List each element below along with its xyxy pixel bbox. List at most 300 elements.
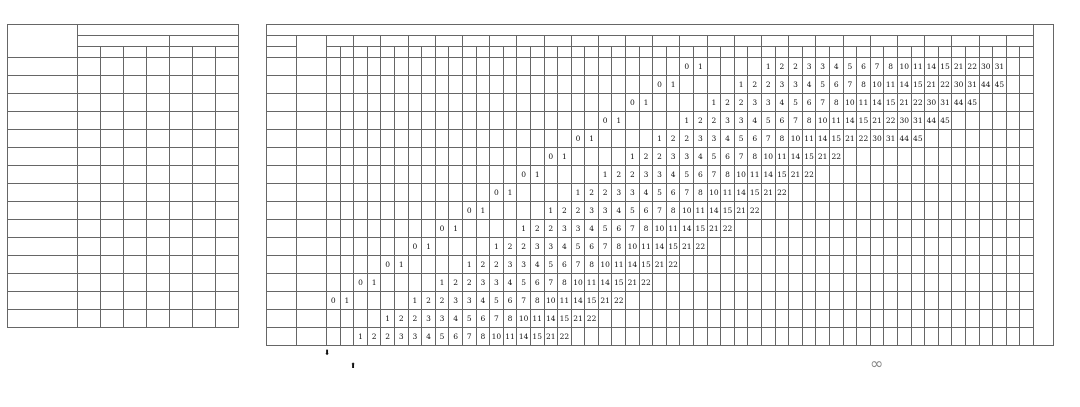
re-header — [340, 47, 354, 58]
code-cell — [78, 310, 101, 328]
ac-cell — [435, 76, 449, 94]
re-cell — [857, 292, 871, 310]
ac-cell — [571, 94, 585, 112]
re-cell: 4 — [721, 130, 735, 148]
code-cell — [193, 184, 216, 202]
ac-cell: 7 — [707, 166, 721, 184]
re-cell — [394, 274, 408, 292]
re-header — [938, 47, 952, 58]
ac-cell — [789, 202, 803, 220]
ac-cell: 10 — [762, 148, 776, 166]
ac-cell: 1 — [653, 130, 667, 148]
code-cell — [216, 94, 239, 112]
re-cell — [367, 130, 381, 148]
aql-header — [435, 36, 462, 47]
aql-header — [598, 36, 625, 47]
ac-cell — [1006, 256, 1020, 274]
ac-cell — [544, 94, 558, 112]
re-cell — [829, 220, 843, 238]
re-cell: 2 — [503, 238, 517, 256]
code-cell — [193, 310, 216, 328]
ac-cell: 14 — [653, 238, 667, 256]
re-cell — [965, 184, 979, 202]
code-cell — [101, 112, 124, 130]
ac-cell: 21 — [897, 94, 911, 112]
ac-cell — [680, 274, 694, 292]
ac-cell: 10 — [571, 274, 585, 292]
notes — [310, 346, 360, 398]
ac-cell — [381, 202, 395, 220]
re-cell — [340, 76, 354, 94]
re-cell — [503, 166, 517, 184]
ac-cell — [952, 220, 966, 238]
re-cell — [476, 238, 490, 256]
ac-cell — [734, 256, 748, 274]
ac-cell: 21 — [952, 58, 966, 76]
re-cell: 6 — [694, 166, 708, 184]
re-cell: 15 — [721, 202, 735, 220]
ac-cell — [462, 112, 476, 130]
re-cell — [1020, 274, 1034, 292]
ac-cell — [490, 58, 504, 76]
code-cell — [193, 112, 216, 130]
code-cell — [216, 274, 239, 292]
code-cell — [124, 256, 147, 274]
re-cell — [748, 328, 762, 346]
re-cell: 8 — [612, 238, 626, 256]
ac-cell — [897, 148, 911, 166]
sample-code-cell — [267, 292, 297, 310]
re-cell — [476, 130, 490, 148]
ac-cell — [626, 292, 640, 310]
re-cell: 6 — [612, 220, 626, 238]
ac-cell — [653, 310, 667, 328]
aql-header — [381, 36, 408, 47]
ac-cell — [435, 94, 449, 112]
ac-cell — [843, 292, 857, 310]
ac-cell — [653, 58, 667, 76]
ac-cell — [897, 310, 911, 328]
ac-cell — [490, 202, 504, 220]
re-cell — [993, 310, 1007, 328]
re-cell — [993, 112, 1007, 130]
re-cell — [449, 148, 463, 166]
re-cell — [1020, 184, 1034, 202]
ac-cell — [354, 310, 368, 328]
ac-cell: 7 — [517, 292, 531, 310]
ac-cell — [979, 202, 993, 220]
re-cell: 8 — [558, 274, 572, 292]
re-header — [639, 47, 653, 58]
ac-cell — [1006, 130, 1020, 148]
ac-cell: 44 — [952, 94, 966, 112]
ac-cell — [925, 184, 939, 202]
re-cell: 11 — [802, 130, 816, 148]
re-cell — [802, 238, 816, 256]
code-cell — [124, 148, 147, 166]
re-cell — [938, 148, 952, 166]
ac-cell — [925, 166, 939, 184]
re-cell: 2 — [775, 58, 789, 76]
re-cell: 6 — [802, 94, 816, 112]
re-cell: 11 — [585, 274, 599, 292]
special-level-header — [78, 36, 170, 47]
re-cell: 31 — [965, 76, 979, 94]
sample-code-cell — [267, 112, 297, 130]
re-cell — [993, 130, 1007, 148]
ac-cell — [1006, 94, 1020, 112]
re-cell: 4 — [422, 328, 436, 346]
table-row — [8, 130, 239, 148]
re-cell — [911, 202, 925, 220]
code-cell — [193, 274, 216, 292]
ac-cell — [952, 292, 966, 310]
ac-cell: 10 — [517, 310, 531, 328]
ac-cell — [952, 184, 966, 202]
re-cell: 8 — [694, 184, 708, 202]
re-cell: 1 — [666, 76, 680, 94]
ac-cell — [354, 166, 368, 184]
re-cell — [938, 256, 952, 274]
ac-cell — [734, 58, 748, 76]
re-cell — [639, 58, 653, 76]
ac-cell: 14 — [598, 274, 612, 292]
re-cell — [449, 184, 463, 202]
ac-cell — [462, 220, 476, 238]
sample-size-cell — [297, 238, 327, 256]
re-cell — [911, 184, 925, 202]
re-cell — [394, 292, 408, 310]
re-cell: 31 — [993, 58, 1007, 76]
ac-cell: 2 — [762, 76, 776, 94]
ac-cell: 14 — [816, 130, 830, 148]
ac-cell: 10 — [490, 328, 504, 346]
ac-cell — [571, 112, 585, 130]
re-cell — [721, 310, 735, 328]
ac-cell: 5 — [517, 274, 531, 292]
re-cell: 11 — [694, 202, 708, 220]
aql-header — [1006, 36, 1033, 47]
ac-cell — [327, 166, 341, 184]
ac-header — [598, 47, 612, 58]
code-cell — [216, 310, 239, 328]
ac-cell — [843, 310, 857, 328]
re-cell: 3 — [694, 130, 708, 148]
code-cell — [193, 220, 216, 238]
ac-cell: 21 — [870, 112, 884, 130]
code-cell — [101, 202, 124, 220]
ac-cell — [897, 292, 911, 310]
re-cell — [639, 310, 653, 328]
re-cell: 15 — [530, 328, 544, 346]
re-cell — [938, 184, 952, 202]
re-cell: 8 — [829, 94, 843, 112]
re-cell — [802, 292, 816, 310]
ac-cell: 3 — [789, 76, 803, 94]
re-cell — [857, 238, 871, 256]
re-cell — [1020, 328, 1034, 346]
sample-code-cell — [267, 328, 297, 346]
re-cell — [585, 166, 599, 184]
ac-cell — [1006, 112, 1020, 130]
ac-cell — [1006, 238, 1020, 256]
ac-cell: 3 — [680, 148, 694, 166]
ac-header — [789, 47, 803, 58]
ac-cell — [870, 238, 884, 256]
ac-header — [626, 47, 640, 58]
lot-size-cell — [8, 238, 78, 256]
re-cell — [965, 328, 979, 346]
ac-cell: 0 — [680, 58, 694, 76]
re-cell — [938, 328, 952, 346]
ac-cell: 1 — [707, 94, 721, 112]
table-row — [267, 184, 1054, 202]
lot-size-cell — [8, 94, 78, 112]
re-cell: 2 — [476, 256, 490, 274]
re-cell — [612, 148, 626, 166]
ac-cell: 5 — [816, 76, 830, 94]
table-row — [267, 328, 1054, 346]
ac-cell — [979, 328, 993, 346]
ac-cell — [897, 238, 911, 256]
ac-cell — [626, 328, 640, 346]
re-cell: 3 — [748, 94, 762, 112]
aql-header — [544, 36, 571, 47]
re-cell: 2 — [612, 166, 626, 184]
re-header — [476, 47, 490, 58]
re-cell — [748, 238, 762, 256]
ac-cell — [1006, 292, 1020, 310]
ac-cell: 1 — [435, 274, 449, 292]
re-cell: 2 — [666, 130, 680, 148]
re-cell — [422, 94, 436, 112]
re-cell — [802, 184, 816, 202]
re-cell — [829, 184, 843, 202]
re-cell: 4 — [639, 184, 653, 202]
sample-code-cell — [267, 76, 297, 94]
table-row — [267, 256, 1054, 274]
ac-header — [327, 47, 341, 58]
re-cell: 3 — [558, 220, 572, 238]
re-cell: 22 — [829, 148, 843, 166]
re-cell — [938, 292, 952, 310]
re-cell: 15 — [748, 184, 762, 202]
re-cell — [530, 130, 544, 148]
ac-cell — [870, 184, 884, 202]
code-cell — [101, 274, 124, 292]
ac-cell: 14 — [870, 94, 884, 112]
re-cell: 4 — [558, 238, 572, 256]
re-cell — [612, 94, 626, 112]
ac-header — [952, 47, 966, 58]
re-cell — [612, 130, 626, 148]
lot-size-cell — [8, 274, 78, 292]
re-cell — [639, 112, 653, 130]
table-row — [8, 256, 239, 274]
ac-cell: 30 — [925, 94, 939, 112]
ac-cell: 5 — [490, 292, 504, 310]
re-cell — [666, 58, 680, 76]
re-cell — [503, 58, 517, 76]
re-cell — [340, 274, 354, 292]
re-cell — [829, 310, 843, 328]
ac-cell: 5 — [571, 238, 585, 256]
code-cell — [147, 76, 170, 94]
table-row — [267, 310, 1054, 328]
re-cell: 6 — [449, 328, 463, 346]
aql-header — [462, 36, 489, 47]
ac-cell — [925, 220, 939, 238]
re-cell: 22 — [965, 58, 979, 76]
re-cell — [367, 112, 381, 130]
aql-header — [979, 36, 1006, 47]
ac-cell — [1006, 58, 1020, 76]
re-cell: 3 — [449, 292, 463, 310]
re-cell: 6 — [639, 202, 653, 220]
re-cell — [829, 328, 843, 346]
ac-cell — [734, 238, 748, 256]
code-cell — [78, 58, 101, 76]
re-cell — [748, 256, 762, 274]
ac-cell — [435, 256, 449, 274]
re-cell — [394, 130, 408, 148]
re-cell — [857, 166, 871, 184]
re-cell: 2 — [449, 274, 463, 292]
ac-cell — [979, 148, 993, 166]
code-cell — [101, 76, 124, 94]
re-cell — [857, 328, 871, 346]
code-cell — [124, 58, 147, 76]
ac-cell — [490, 166, 504, 184]
ac-cell: 3 — [462, 292, 476, 310]
ac-cell — [762, 328, 776, 346]
ac-cell: 21 — [626, 274, 640, 292]
re-cell — [449, 202, 463, 220]
ac-cell: 10 — [598, 256, 612, 274]
re-cell: 3 — [775, 76, 789, 94]
ac-cell: 10 — [707, 184, 721, 202]
table-row — [267, 292, 1054, 310]
ac-cell: 3 — [490, 274, 504, 292]
re-cell — [884, 292, 898, 310]
sample-size-cell — [297, 112, 327, 130]
ac-cell: 0 — [626, 94, 640, 112]
sample-size-cell — [297, 328, 327, 346]
re-cell: 3 — [612, 184, 626, 202]
re-cell — [558, 184, 572, 202]
re-cell — [1020, 238, 1034, 256]
re-cell: 3 — [666, 148, 680, 166]
re-cell — [530, 58, 544, 76]
re-cell — [340, 238, 354, 256]
re-cell: 1 — [476, 202, 490, 220]
ac-cell — [925, 292, 939, 310]
code-cell — [147, 148, 170, 166]
re-cell — [666, 94, 680, 112]
ac-cell: 3 — [517, 256, 531, 274]
ac-cell — [952, 274, 966, 292]
code-cell — [193, 256, 216, 274]
ac-header — [925, 47, 939, 58]
ac-cell: 3 — [762, 94, 776, 112]
re-cell — [965, 166, 979, 184]
ac-cell: 2 — [435, 292, 449, 310]
aql-header — [897, 36, 924, 47]
ac-cell — [517, 130, 531, 148]
re-cell: 2 — [721, 94, 735, 112]
re-cell: 4 — [748, 112, 762, 130]
code-cell — [147, 184, 170, 202]
code-cell — [147, 310, 170, 328]
re-cell — [340, 112, 354, 130]
re-cell — [476, 148, 490, 166]
re-cell — [802, 256, 816, 274]
ac-cell — [816, 310, 830, 328]
re-cell — [1020, 76, 1034, 94]
ac-cell — [870, 220, 884, 238]
re-cell: 1 — [394, 256, 408, 274]
ac-cell — [952, 112, 966, 130]
ac-cell: 44 — [925, 112, 939, 130]
re-cell — [340, 202, 354, 220]
ac-cell — [462, 148, 476, 166]
re-cell — [884, 202, 898, 220]
table-row — [267, 148, 1054, 166]
re-cell — [965, 148, 979, 166]
code-cell — [124, 310, 147, 328]
re-cell — [666, 328, 680, 346]
ac-cell — [979, 94, 993, 112]
re-cell: 4 — [503, 274, 517, 292]
lot-size-cell — [8, 112, 78, 130]
re-cell: 2 — [639, 148, 653, 166]
re-cell — [802, 220, 816, 238]
ac-cell: 2 — [626, 166, 640, 184]
ac-cell: 0 — [544, 148, 558, 166]
re-cell — [530, 76, 544, 94]
code-cell — [147, 220, 170, 238]
wechat-icon: ∞ — [870, 354, 885, 373]
ac-cell: 0 — [354, 274, 368, 292]
ac-cell — [653, 112, 667, 130]
code-cell — [193, 58, 216, 76]
re-cell — [449, 94, 463, 112]
re-cell — [911, 238, 925, 256]
code-cell — [101, 220, 124, 238]
ac-header — [762, 47, 776, 58]
sample-code-cell — [267, 94, 297, 112]
re-cell — [639, 130, 653, 148]
code-cell — [78, 220, 101, 238]
code-cell — [124, 94, 147, 112]
code-cell — [170, 202, 193, 220]
re-cell — [340, 58, 354, 76]
ac-cell — [598, 76, 612, 94]
ac-cell: 0 — [462, 202, 476, 220]
re-cell — [721, 292, 735, 310]
re-cell — [911, 328, 925, 346]
re-cell — [694, 274, 708, 292]
code-cell — [170, 112, 193, 130]
re-cell — [1020, 94, 1034, 112]
ac-cell: 1 — [381, 310, 395, 328]
re-cell — [721, 58, 735, 76]
re-cell — [1020, 148, 1034, 166]
re-cell — [422, 220, 436, 238]
ac-cell — [1006, 202, 1020, 220]
ac-cell — [925, 202, 939, 220]
ac-cell — [490, 112, 504, 130]
